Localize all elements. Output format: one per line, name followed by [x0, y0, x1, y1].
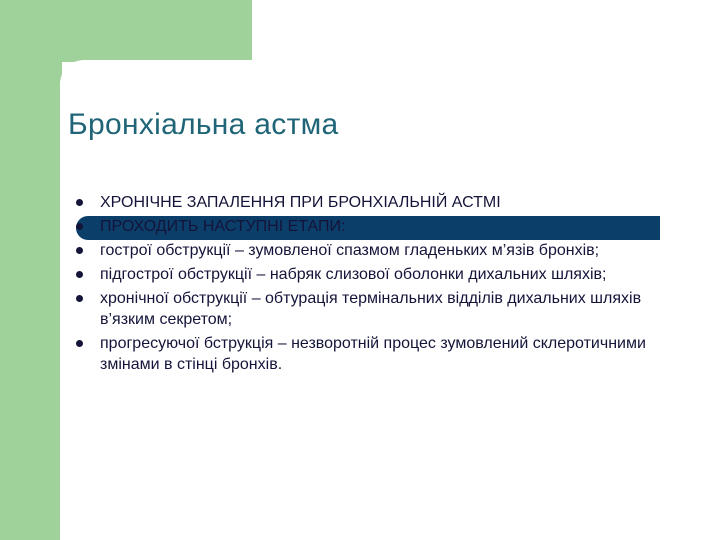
bullet-dot-icon [76, 295, 83, 302]
bullet-dot-icon [76, 247, 83, 254]
bullet-text: підгострої обструкції – набряк слизової оболонки дихальних шляхів; [100, 266, 607, 283]
bullet-list [72, 192, 682, 378]
bullet-item-6 [72, 333, 682, 375]
bullet-text: ХРОНІЧНЕ ЗАПАЛЕННЯ ПРИ БРОНХІАЛЬНІЙ АСТМІ [100, 194, 501, 211]
bullet-text: ПРОХОДИТЬ НАСТУПНІ ЕТАПИ: [100, 218, 346, 235]
bullet-dot-icon [76, 271, 83, 278]
bullet-text: прогресуючої бструкція – незворотній процес зумовлений склеротичними змінами в стінці бронхів. [100, 335, 646, 373]
bullet-item-3 [72, 240, 682, 261]
bullet-dot-icon [76, 223, 83, 230]
bullet-text: хронічної обструкції – обтурація термінальних відділів дихальних шляхів в’язким секретом; [100, 290, 642, 328]
bullet-item-4 [72, 264, 682, 285]
bullet-dot-icon [76, 340, 83, 347]
bullet-dot-icon [76, 199, 83, 206]
bullet-text: гострої обструкції – зумовленої спазмом гладеньких м’язів бронхів; [100, 242, 600, 259]
bullet-item-2 [72, 216, 682, 237]
left-green-band [0, 0, 62, 540]
slide-title: Бронхіальна астма [68, 108, 339, 141]
bullet-item-5 [72, 288, 682, 330]
bullet-item-1 [72, 192, 682, 213]
